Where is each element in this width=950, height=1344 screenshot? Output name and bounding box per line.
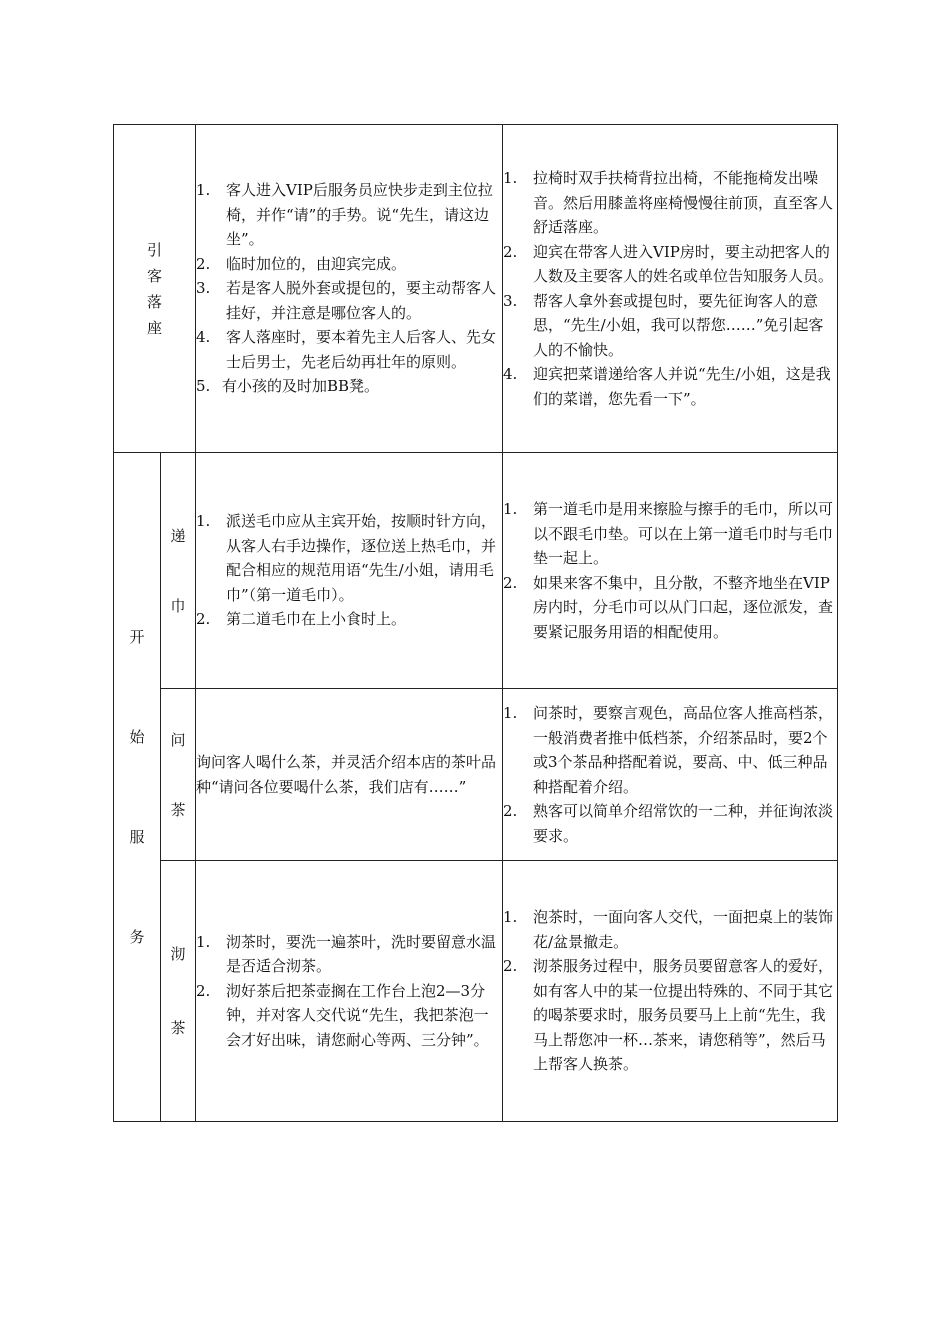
list-text: 熟客可以简单介绍常饮的一二种，并征询浓淡要求。	[533, 802, 834, 845]
label-char: 巾	[170, 596, 186, 615]
list-number: 2.	[503, 573, 518, 592]
label-char: 客	[147, 266, 163, 285]
list-number: 4.	[196, 328, 211, 347]
list-text: 帮客人拿外套或提包时，要先征询客人的意思，“先生/小姐，我可以帮您……”免引起客人的不愉快。	[533, 291, 824, 359]
list-text: 若是客人脱外套或提包的，要主动帮客人挂好，并注意是哪位客人的。	[226, 279, 497, 322]
row-towel	[114, 453, 838, 689]
ask-tea-procedure-text: 询问客人喝什么茶，并灵活介绍本店的茶叶品种“请问各位要喝什么茶，我们店有……”	[196, 753, 497, 796]
list-text: 第二道毛巾在上小食时上。	[226, 610, 407, 629]
towel-notes-cell	[503, 453, 838, 689]
brew-tea-procedure-cell	[196, 861, 503, 1122]
list-item	[196, 325, 502, 374]
list-item	[503, 571, 837, 645]
list-number: 1.	[196, 512, 211, 531]
ask-tea-notes-cell	[503, 689, 838, 861]
list-item	[503, 799, 837, 848]
list-item	[503, 362, 837, 411]
list-item	[196, 979, 502, 1053]
list-item	[503, 166, 837, 240]
list-text: 问茶时，要察言观色，高品位客人推高档茶，一般消费者推中低档茶，介绍茶品时，要2个或3个茶品种搭配着说，要高、中、低三种品种搭配着介绍。	[533, 704, 834, 796]
list-text: 迎宾把菜谱递给客人并说“先生/小姐，这是我们的菜谱，您先看一下”。	[533, 365, 831, 408]
list-number: 2.	[503, 957, 518, 976]
sub-label-brew-tea	[161, 861, 196, 1122]
service-procedure-table	[113, 124, 838, 1122]
list-number: 2.	[503, 802, 518, 820]
label-char: 引	[147, 240, 163, 259]
list-text: 第一道毛巾是用来擦脸与擦手的毛巾，所以可以不跟毛巾垫。可以在上第一道毛巾时与毛巾垫一起上。	[533, 500, 834, 567]
label-char: 务	[129, 928, 145, 946]
seating-procedure-list	[196, 178, 502, 399]
list-text: 沏好茶后把茶壶搁在工作台上泡2—3分钟，并对客人交代说“先生，我把茶泡一会才好出味，请您耐心等两、三分钟”。	[226, 981, 489, 1049]
towel-procedure-cell	[196, 453, 503, 689]
section-label-seating	[114, 125, 196, 453]
list-item	[196, 374, 502, 399]
list-number: 2.	[196, 981, 211, 1000]
list-text: 沏茶时，要洗一遍茶叶，洗时要留意水温是否适合沏茶。	[226, 932, 497, 976]
list-number: 2.	[196, 610, 211, 629]
list-number: 4.	[503, 365, 518, 383]
list-number: 1.	[196, 181, 211, 200]
list-item	[503, 905, 837, 954]
sub-label-ask-tea	[161, 689, 196, 861]
list-text: 临时加位的，由迎宾完成。	[226, 254, 407, 273]
list-item	[196, 509, 502, 607]
list-text: 派送毛巾应从主宾开始，按顺时针方向，从客人右手边操作，逐位送上热毛巾，并配合相应的规范用语“先生/小姐，请用毛巾”（第一道毛巾）。	[226, 512, 497, 604]
label-char: 始	[129, 728, 145, 746]
list-item	[196, 930, 502, 979]
towel-notes-list	[503, 497, 837, 644]
label-char: 落	[147, 292, 163, 311]
label-char: 开	[129, 628, 145, 646]
list-number: 1.	[503, 908, 518, 927]
list-text: 沏茶服务过程中，服务员要留意客人的爱好，如有客人中的某一位提出特殊的、不同于其它的喝茶要求时，服务员要马上上前“先生，我马上帮您冲一杯…茶来，请您稍等”，然后马上帮客人换茶。	[533, 957, 834, 1074]
list-item	[503, 701, 837, 799]
list-text: 泡茶时，一面向客人交代，一面把桌上的装饰花/盆景撤走。	[533, 908, 834, 951]
ask-tea-notes-list	[503, 701, 837, 848]
list-item	[503, 954, 837, 1077]
sub-label-towel	[161, 453, 196, 689]
brew-tea-procedure-list	[196, 930, 502, 1053]
section-label-start-service	[114, 453, 161, 1122]
list-number: 1.	[503, 704, 518, 722]
towel-procedure-list	[196, 509, 502, 632]
list-number: 3.	[503, 291, 518, 310]
seating-notes-cell	[503, 125, 838, 453]
list-text: 客人进入VIP后服务员应快步走到主位拉椅，并作“请”的手势。说“先生，请这边坐”。	[226, 181, 493, 249]
list-number: 1.	[196, 932, 211, 951]
list-item	[196, 276, 502, 325]
list-number: 2.	[503, 242, 518, 261]
list-text: 迎宾在带客人进入VIP房时，要主动把客人的人数及主要客人的姓名或单位告知服务人员。	[533, 242, 834, 285]
list-text: 拉椅时双手扶椅背拉出椅，不能拖椅发出噪音。然后用膝盖将座椅慢慢往前顶，直至客人舒适落座。	[533, 169, 834, 236]
list-item	[503, 497, 837, 571]
list-item	[503, 289, 837, 363]
list-item	[196, 607, 502, 632]
row-brew-tea	[114, 861, 838, 1122]
label-char: 问	[170, 730, 186, 749]
label-char: 沏	[170, 945, 186, 963]
brew-tea-notes-cell	[503, 861, 838, 1122]
brew-tea-notes-list	[503, 905, 837, 1077]
list-number: 1.	[503, 500, 518, 518]
list-number: 3.	[196, 279, 211, 298]
list-item	[196, 178, 502, 252]
list-number: 5.	[196, 377, 211, 396]
label-char: 茶	[170, 800, 186, 819]
list-text: 客人落座时，要本着先主人后客人、先女士后男士，先老后幼再壮年的原则。	[226, 328, 497, 371]
label-char: 服	[129, 828, 145, 846]
list-number: 2.	[196, 254, 211, 273]
seating-procedure-cell	[196, 125, 503, 453]
seating-notes-list	[503, 166, 837, 411]
row-seating	[114, 125, 838, 453]
label-char: 座	[147, 318, 163, 337]
row-ask-tea	[114, 689, 838, 861]
list-item	[503, 240, 837, 289]
ask-tea-procedure-cell	[196, 689, 503, 861]
label-char: 递	[170, 526, 186, 545]
list-number: 1.	[503, 169, 518, 187]
list-text: 如果来客不集中，且分散，不整齐地坐在VIP房内时，分毛巾可以从门口起，逐位派发，查要紧记服务用语的相配使用。	[533, 573, 834, 641]
label-char: 茶	[170, 1019, 186, 1037]
list-item	[196, 252, 502, 277]
list-text: 有小孩的及时加BB凳。	[222, 377, 380, 396]
